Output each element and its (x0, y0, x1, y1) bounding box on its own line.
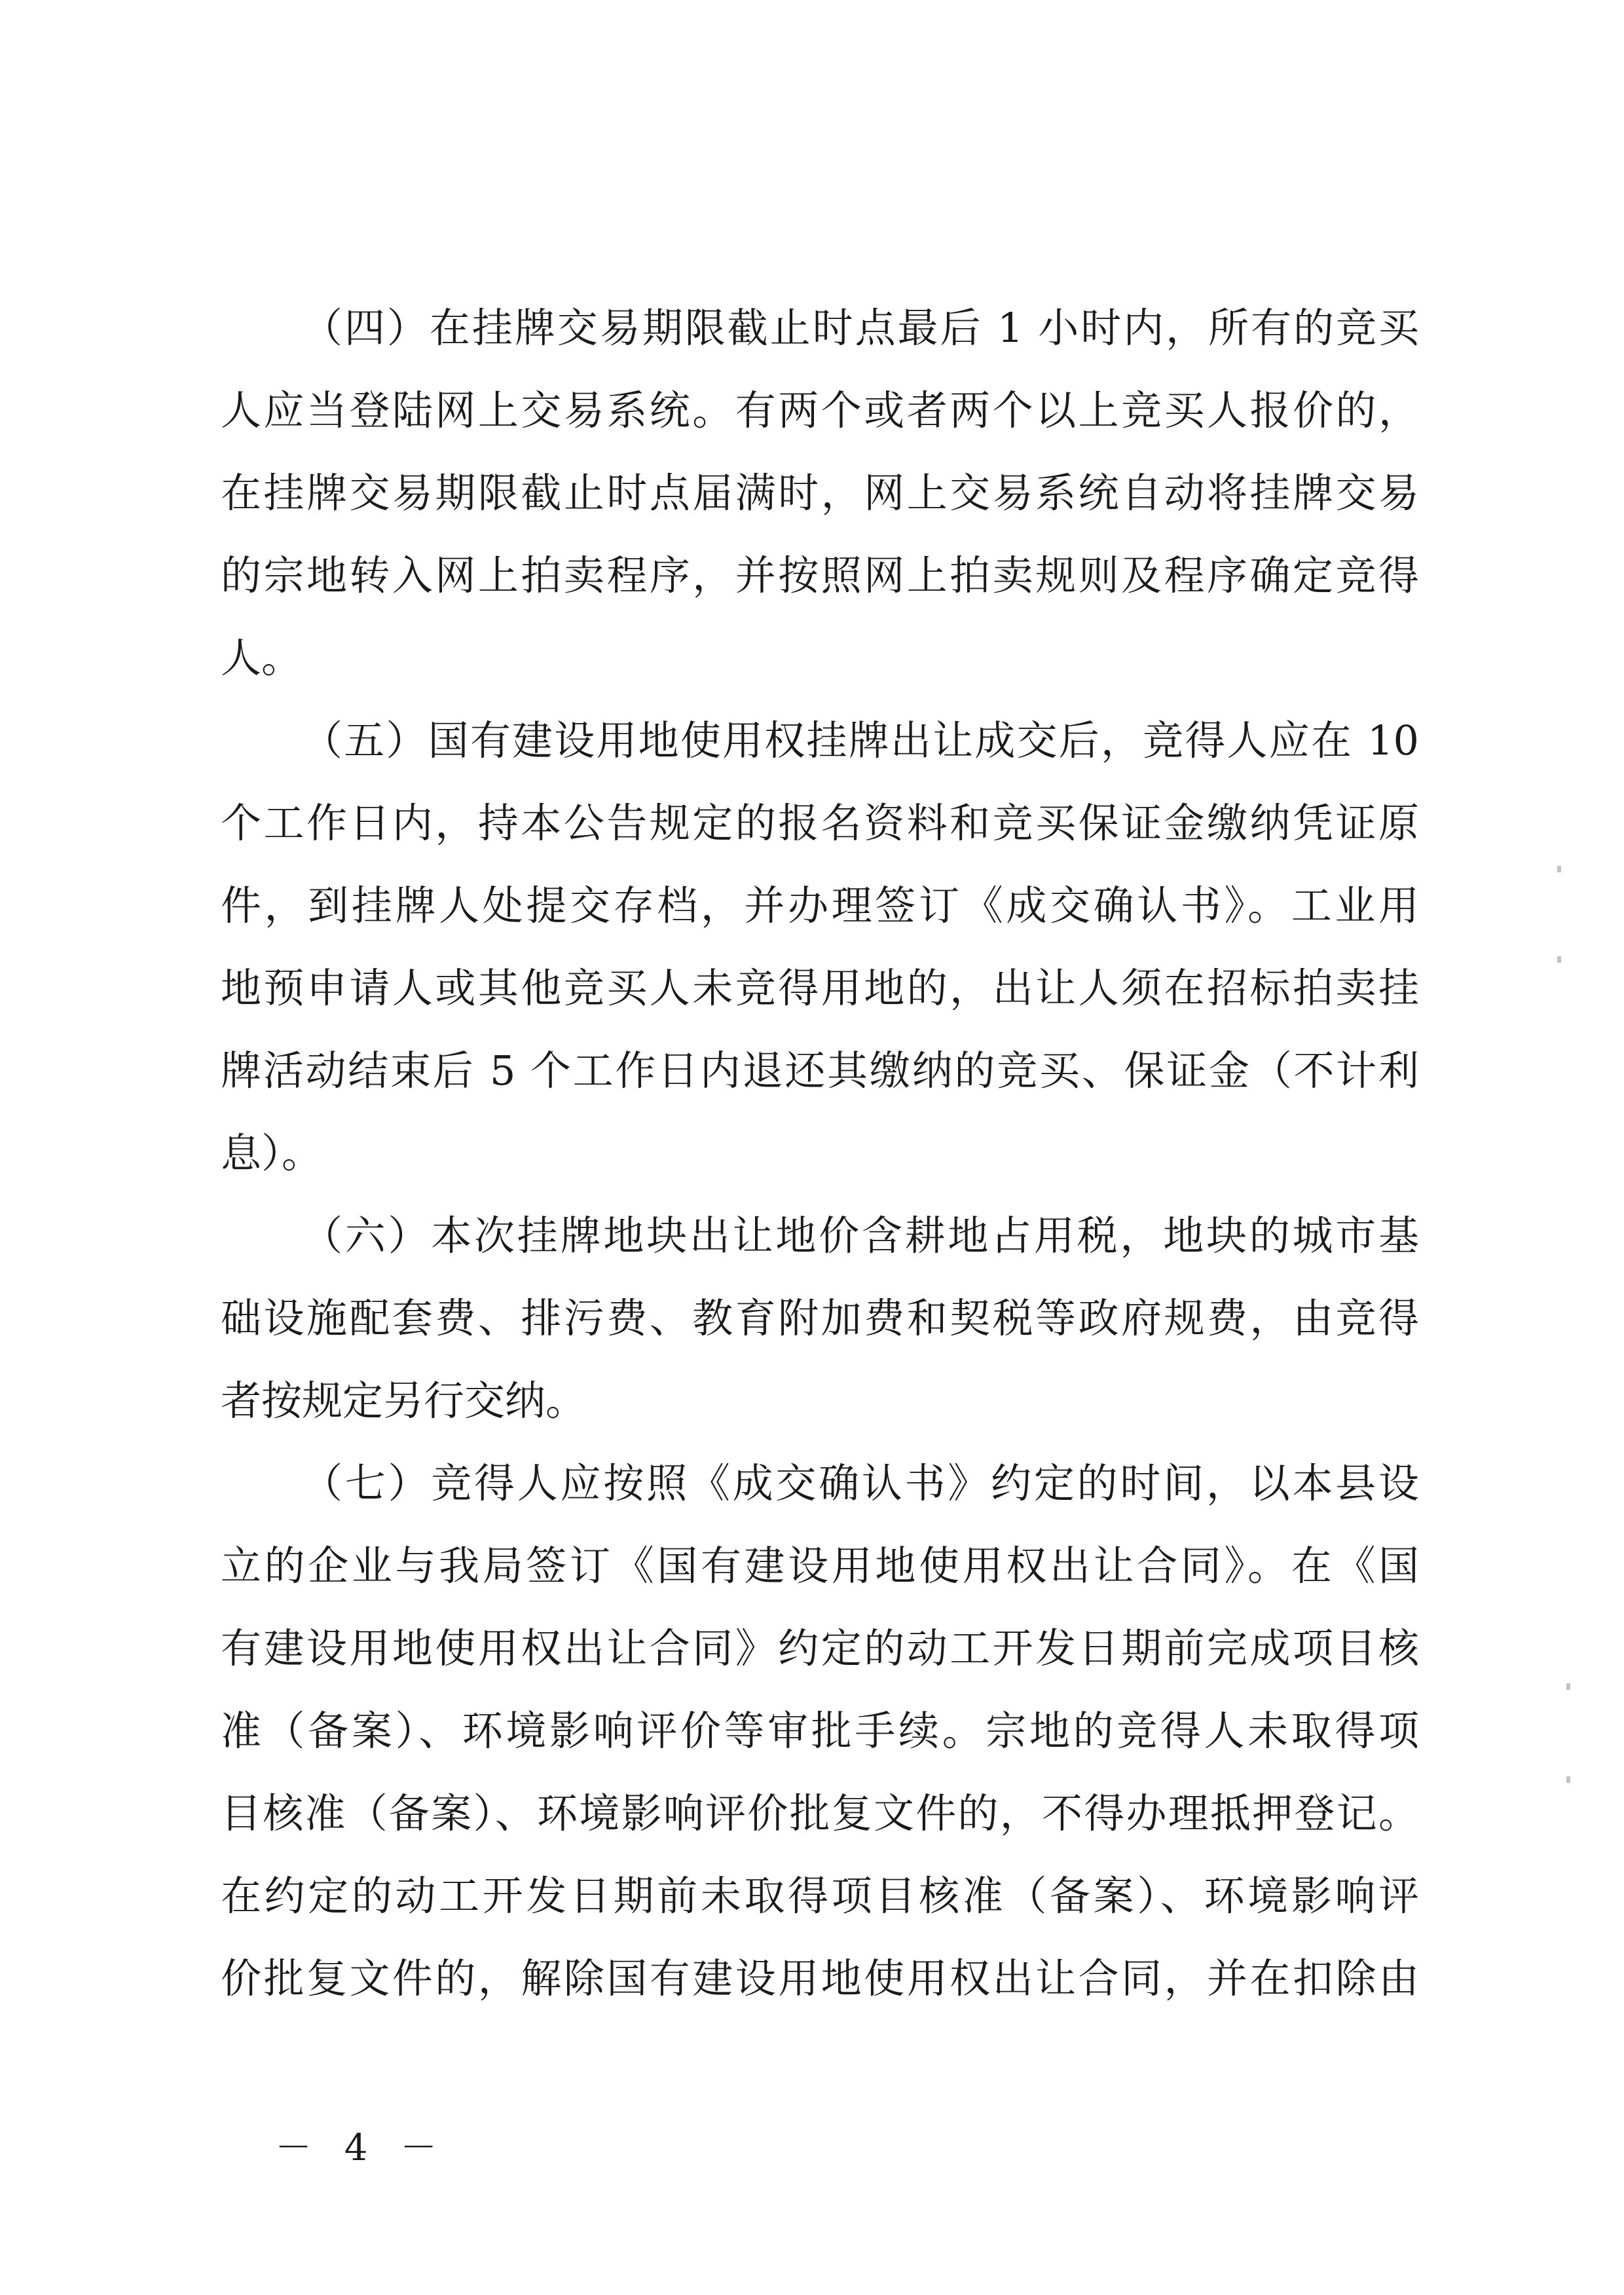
page-number: － 4 － (275, 2127, 448, 2169)
text-line: 人应当登陆网上交易系统。有两个或者两个以上竞买人报价的， (221, 386, 1419, 434)
text-line: （七）竞得人应按照《成交确认书》约定的时间，以本县设 (302, 1459, 1419, 1507)
text-line: 价批复文件的，解除国有建设用地使用权出让合同，并在扣除由 (221, 1954, 1419, 2002)
scan-speck (1557, 956, 1561, 963)
paragraph-5 (221, 700, 1419, 1195)
paragraph-7 (221, 1442, 1419, 2020)
text-line: 的宗地转入网上拍卖程序，并按照网上拍卖规则及程序确定竞得 (221, 551, 1419, 599)
text-line: 息）。 (221, 1129, 323, 1177)
body-text (221, 287, 1419, 2020)
scan-speck (1557, 866, 1561, 872)
text-line: 立的企业与我局签订《国有建设用地使用权出让合同》。在《国 (221, 1542, 1419, 1590)
text-line: 人。 (221, 634, 303, 682)
paragraph-4 (221, 287, 1419, 700)
text-line: 在挂牌交易期限截止时点届满时，网上交易系统自动将挂牌交易 (221, 469, 1419, 517)
text-line: （五）国有建设用地使用权挂牌出让成交后，竞得人应在 10 (302, 717, 1419, 764)
text-line: 目核准（备案）、环境影响评价批复文件的，不得办理抵押登记。 (221, 1789, 1419, 1837)
text-line: 者按规定另行交纳。 (221, 1377, 587, 1425)
text-line: 在约定的动工开发日期前未取得项目核准（备案）、环境影响评 (221, 1872, 1419, 1920)
text-line: 个工作日内，持本公告规定的报名资料和竞买保证金缴纳凭证原 (221, 799, 1419, 847)
text-line: 件，到挂牌人处提交存档，并办理签订《成交确认书》。工业用 (221, 882, 1419, 929)
paragraph-6 (221, 1195, 1419, 1442)
text-line: （四）在挂牌交易期限截止时点最后 1 小时内，所有的竞买 (302, 304, 1419, 352)
text-line: 础设施配套费、排污费、教育附加费和契税等政府规费，由竞得 (221, 1294, 1419, 1342)
text-line: 准（备案）、环境影响评价等审批手续。宗地的竞得人未取得项 (221, 1707, 1419, 1755)
text-line: 有建设用地使用权出让合同》约定的动工开发日期前完成项目核 (221, 1624, 1419, 1672)
text-line: 地预申请人或其他竞买人未竞得用地的，出让人须在招标拍卖挂 (221, 964, 1419, 1012)
text-line: 牌活动结束后 5 个工作日内退还其缴纳的竞买、保证金（不计利 (221, 1047, 1419, 1094)
scan-speck (1566, 1776, 1570, 1783)
text-line: （六）本次挂牌地块出让地价含耕地占用税，地块的城市基 (302, 1212, 1419, 1259)
scan-speck (1566, 1683, 1570, 1690)
